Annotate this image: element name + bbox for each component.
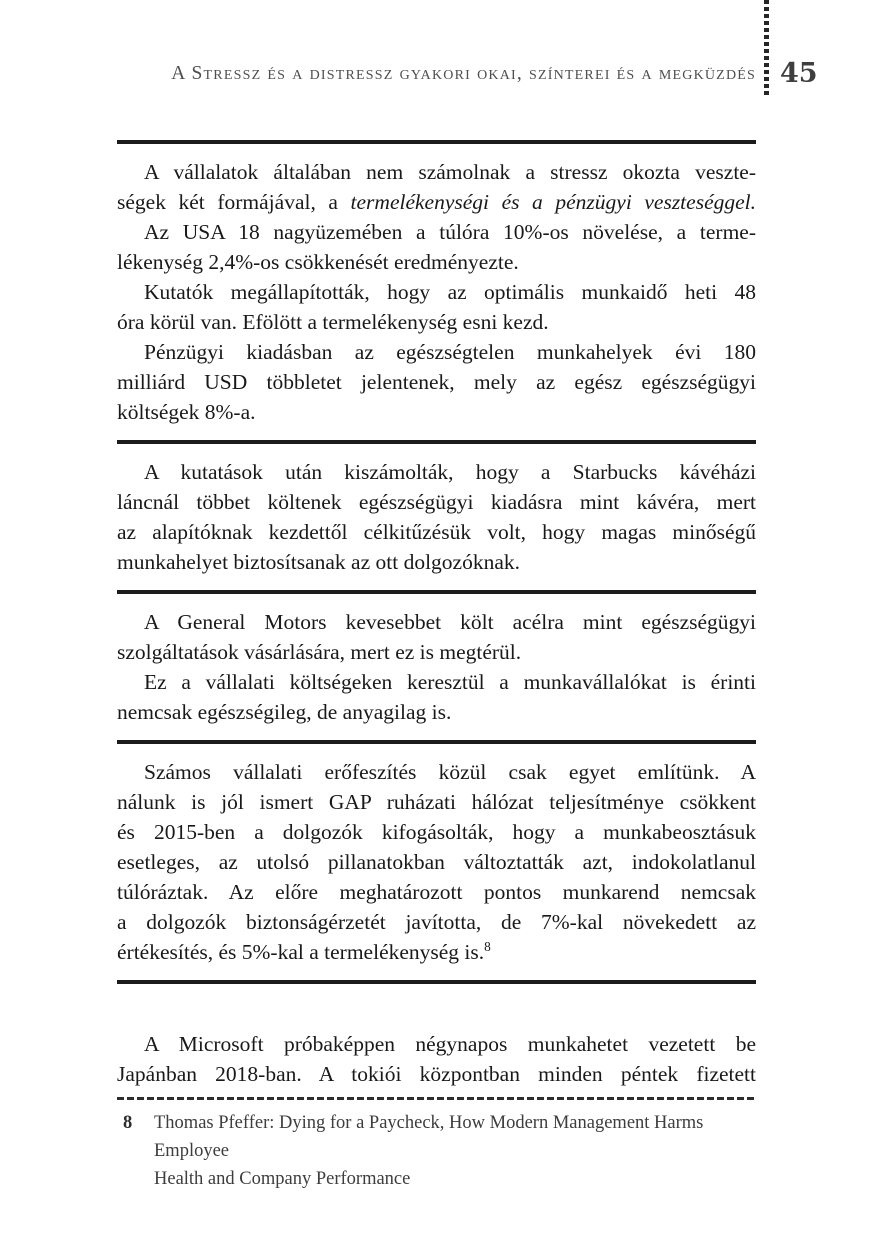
text-span: lékenység 2,4%-os csökkenését eredményezte. (117, 250, 519, 274)
footnote-separator (117, 1097, 756, 1100)
text-line (117, 217, 756, 247)
footnote-line: Health and Company Performance (154, 1169, 411, 1189)
text-line (117, 397, 756, 427)
paragraph (117, 607, 756, 667)
text-line (117, 607, 756, 637)
text-section (117, 744, 756, 980)
text-line (117, 307, 756, 337)
text-span: szolgáltatások vásárlására, mert ez is megtérül. (117, 640, 522, 664)
text-span: A General Motors kevesebbet költ acélra mint egészségügyi (144, 610, 756, 634)
emphasized-text: termelékenységi és a pénzügyi veszteséggel. (350, 190, 756, 214)
text-line (117, 547, 756, 577)
text-line (117, 1029, 756, 1059)
text-line (117, 367, 756, 397)
text-span: költségek 8%-a. (117, 400, 256, 424)
page-number: 45 (780, 58, 818, 89)
text-span: az alapítóknak kezdettől célkitűzésük volt, hogy magas minőségű (117, 520, 756, 544)
text-line (117, 757, 756, 787)
text-span: A vállalatok általában nem számolnak a stressz okozta veszte- (144, 160, 756, 184)
text-span: Az USA 18 nagyüzemében a túlóra 10%-os növelése, a terme- (144, 220, 756, 244)
text-line (117, 457, 756, 487)
text-line (117, 817, 756, 847)
text-line (117, 517, 756, 547)
text-section (117, 594, 756, 740)
text-span: láncnál többet költenek egészségügyi kiadásra mint kávéra, mert (117, 490, 756, 514)
text-span: munkahelyet biztosítsanak az ott dolgozóknak. (117, 550, 521, 574)
text-section (117, 444, 756, 590)
text-span: Japánban 2018-ban. A tokiói központban minden péntek fizetett (117, 1062, 756, 1086)
text-line (117, 877, 756, 907)
text-line (117, 907, 756, 937)
running-head-title: A Stressz és a distressz gyakori okai, színterei és a megküzdés (171, 63, 756, 84)
paragraph (117, 667, 756, 727)
sections-container (117, 140, 756, 1089)
text-span: óra körül van. Efölött a termelékenység esni kezd. (117, 310, 549, 334)
paragraph (117, 157, 756, 217)
paragraph (117, 1029, 756, 1089)
text-span: túlóráztak. Az előre meghatározott pontos munkarend nemcsak (117, 880, 756, 904)
text-line (117, 337, 756, 367)
text-span: A kutatások után kiszámolták, hogy a Starbucks kávéházi (144, 460, 756, 484)
text-line (117, 277, 756, 307)
text-span: milliárd USD többletet jelentenek, mely az egész egészségügyi (117, 370, 756, 394)
text-span: A Microsoft próbaképpen négynapos munkahetet vezetett be (144, 1032, 756, 1056)
text-line (117, 187, 756, 217)
text-span: nálunk is jól ismert GAP ruházati hálózat teljesítménye csökkent (117, 790, 756, 814)
text-line (117, 937, 756, 967)
text-span: Pénzügyi kiadásban az egészségtelen munkahelyek évi 180 (144, 340, 756, 364)
page-content (117, 140, 756, 1193)
text-line (117, 247, 756, 277)
text-line (117, 697, 756, 727)
paragraph (117, 277, 756, 337)
paragraph (117, 217, 756, 277)
footnote-text (154, 1109, 756, 1193)
paragraph (117, 457, 756, 577)
text-line (117, 637, 756, 667)
text-span: értékesítés, és 5%-kal a termelékenység is. (117, 940, 485, 964)
text-span: Ez a vállalati költségeken keresztül a munkavállalókat is érinti (144, 670, 756, 694)
text-section (117, 984, 756, 1089)
text-line (117, 847, 756, 877)
footnote (117, 1109, 756, 1193)
text-line (117, 667, 756, 697)
text-span: a dolgozók biztonságérzetét javította, de 7%-kal növekedett az (117, 910, 756, 934)
footnote-marker: 8 (123, 1113, 133, 1133)
footnote-line: Thomas Pfeffer: Dying for a Paycheck, How Modern Management Harms Employee (154, 1113, 704, 1161)
paragraph (117, 337, 756, 427)
paragraph (117, 757, 756, 967)
text-span: esetleges, az utolsó pillanatokban változtatták azt, indokolatlanul (117, 850, 756, 874)
dotted-vertical-divider (764, 0, 769, 98)
text-line (117, 157, 756, 187)
text-section (117, 144, 756, 440)
text-span: ségek két formájával, a (117, 190, 351, 214)
text-span: és 2015-ben a dolgozók kifogásolták, hogy a munkabeosztásuk (117, 820, 756, 844)
text-span: Kutatók megállapították, hogy az optimális munkaidő heti 48 (144, 280, 756, 304)
footnote-reference: 8 (484, 938, 491, 954)
text-span: nemcsak egészségileg, de anyagilag is. (117, 700, 452, 724)
text-span: Számos vállalati erőfeszítés közül csak egyet említünk. A (144, 760, 756, 784)
text-line (117, 487, 756, 517)
text-line (117, 787, 756, 817)
text-line (117, 1059, 756, 1089)
